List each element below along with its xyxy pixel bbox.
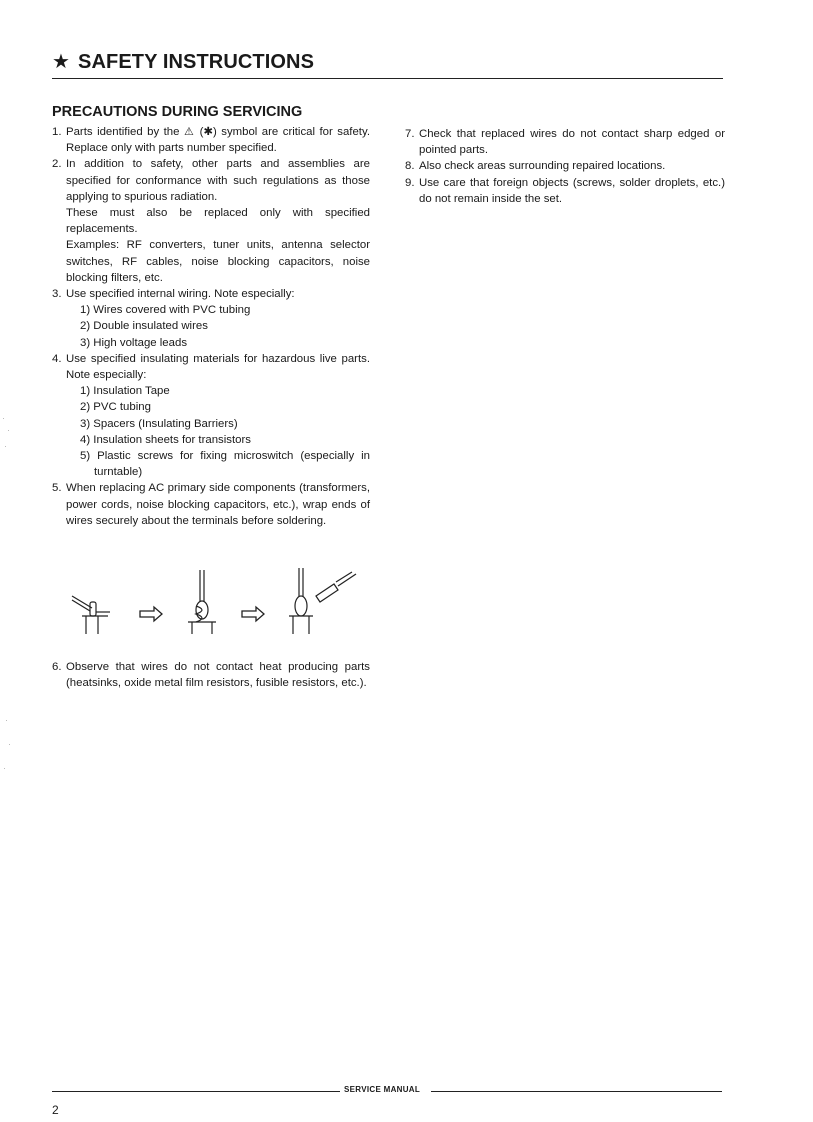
item-number: 4. xyxy=(52,352,62,365)
item-text: Check that replaced wires do not contact sharp edged or pointed parts. xyxy=(419,128,725,157)
list-item-4 xyxy=(52,351,370,481)
page-title xyxy=(52,49,314,74)
sub-item: 1) Wires covered with PVC tubing xyxy=(80,304,251,317)
list-item-3 xyxy=(52,286,370,351)
sub-item: 5) Plastic screws for fixing microswitch (especially in turntable) xyxy=(80,450,370,479)
page-title-text: SAFETY INSTRUCTIONS xyxy=(78,51,315,73)
arrow-right-icon xyxy=(242,607,264,621)
item-number: 3. xyxy=(52,288,62,301)
sub-item: 3) Spacers (Insulating Barriers) xyxy=(80,417,238,430)
item-number: 7. xyxy=(405,128,415,140)
list-item-5 xyxy=(52,480,370,529)
list-item-9 xyxy=(405,175,725,207)
item-paragraph: These must also be replaced only with specified replacements. xyxy=(66,207,370,236)
list-item-1 xyxy=(52,124,370,156)
item-text: Observe that wires do not contact heat producing parts (heatsinks, oxide metal film resistors, fusible resistors, etc.). xyxy=(66,661,370,690)
item-text: Parts identified by the xyxy=(66,126,184,138)
title-rule xyxy=(52,78,723,79)
item-text: Also check areas surrounding repaired locations. xyxy=(419,160,666,173)
list-item-8 xyxy=(405,158,725,174)
scan-speck xyxy=(9,744,10,745)
sub-item: 1) Insulation Tape xyxy=(80,385,170,398)
item-text: Use specified insulating materials for hazardous live parts. Note especially: xyxy=(66,352,370,382)
item-number: 6. xyxy=(52,661,62,673)
sub-item: 2) Double insulated wires xyxy=(80,320,208,333)
footer-rule-left xyxy=(52,1091,340,1092)
item-number: 9. xyxy=(405,176,415,189)
section-heading: PRECAUTIONS DURING SERVICING xyxy=(52,104,303,120)
item-text: (✱) symbol are critical for safety. Replace only with parts number specified. xyxy=(66,126,370,155)
right-column xyxy=(405,126,725,207)
item-text: Use care that foreign objects (screws, solder droplets, etc.) do not remain inside the set. xyxy=(419,176,725,205)
sub-item: 3) High voltage leads xyxy=(80,336,188,349)
scan-speck xyxy=(6,720,7,721)
item-number: 8. xyxy=(405,160,415,173)
item-text: When replacing AC primary side components (transformers, power cords, noise blocking capacitors, etc.), wrap ends of wires securely about the terminals before soldering. xyxy=(66,482,370,527)
wrapped-wire-illustration xyxy=(188,570,216,634)
warning-triangle-icon: ⚠ xyxy=(183,125,196,138)
footer-label: SERVICE MANUAL xyxy=(344,1085,421,1094)
wire-wrap-figure xyxy=(62,566,362,638)
item-number: 2. xyxy=(52,158,62,171)
left-column-continued xyxy=(52,659,370,691)
item-paragraph: Examples: RF converters, tuner units, antenna selector switches, RF cables, noise blocking capacitors, noise blocking filters, etc. xyxy=(66,239,370,284)
scan-speck xyxy=(3,418,4,419)
sub-item: 4) Insulation sheets for transistors xyxy=(80,433,251,446)
list-item-7 xyxy=(405,126,725,158)
item-text: Use specified internal wiring. Note especially: xyxy=(66,288,295,301)
scan-speck xyxy=(4,768,5,769)
sub-item: 2) PVC tubing xyxy=(80,401,151,414)
soldering-iron-illustration xyxy=(289,568,356,634)
arrow-right-icon xyxy=(140,607,162,621)
scan-speck xyxy=(5,446,6,447)
item-paragraph: In addition to safety, other parts and assemblies are specified for conformance with such regulations as those applying to spurious radiation. xyxy=(66,158,370,203)
left-column xyxy=(52,124,370,529)
item-number: 5. xyxy=(52,482,62,495)
list-item-6 xyxy=(52,659,370,691)
page-number: 2 xyxy=(52,1103,59,1117)
terminal-with-wire-illustration xyxy=(72,596,110,634)
list-item-2 xyxy=(52,156,370,286)
star-icon: ★ xyxy=(52,51,71,73)
item-number: 1. xyxy=(52,126,62,138)
scan-speck xyxy=(8,430,9,431)
footer-rule-right xyxy=(431,1091,722,1092)
